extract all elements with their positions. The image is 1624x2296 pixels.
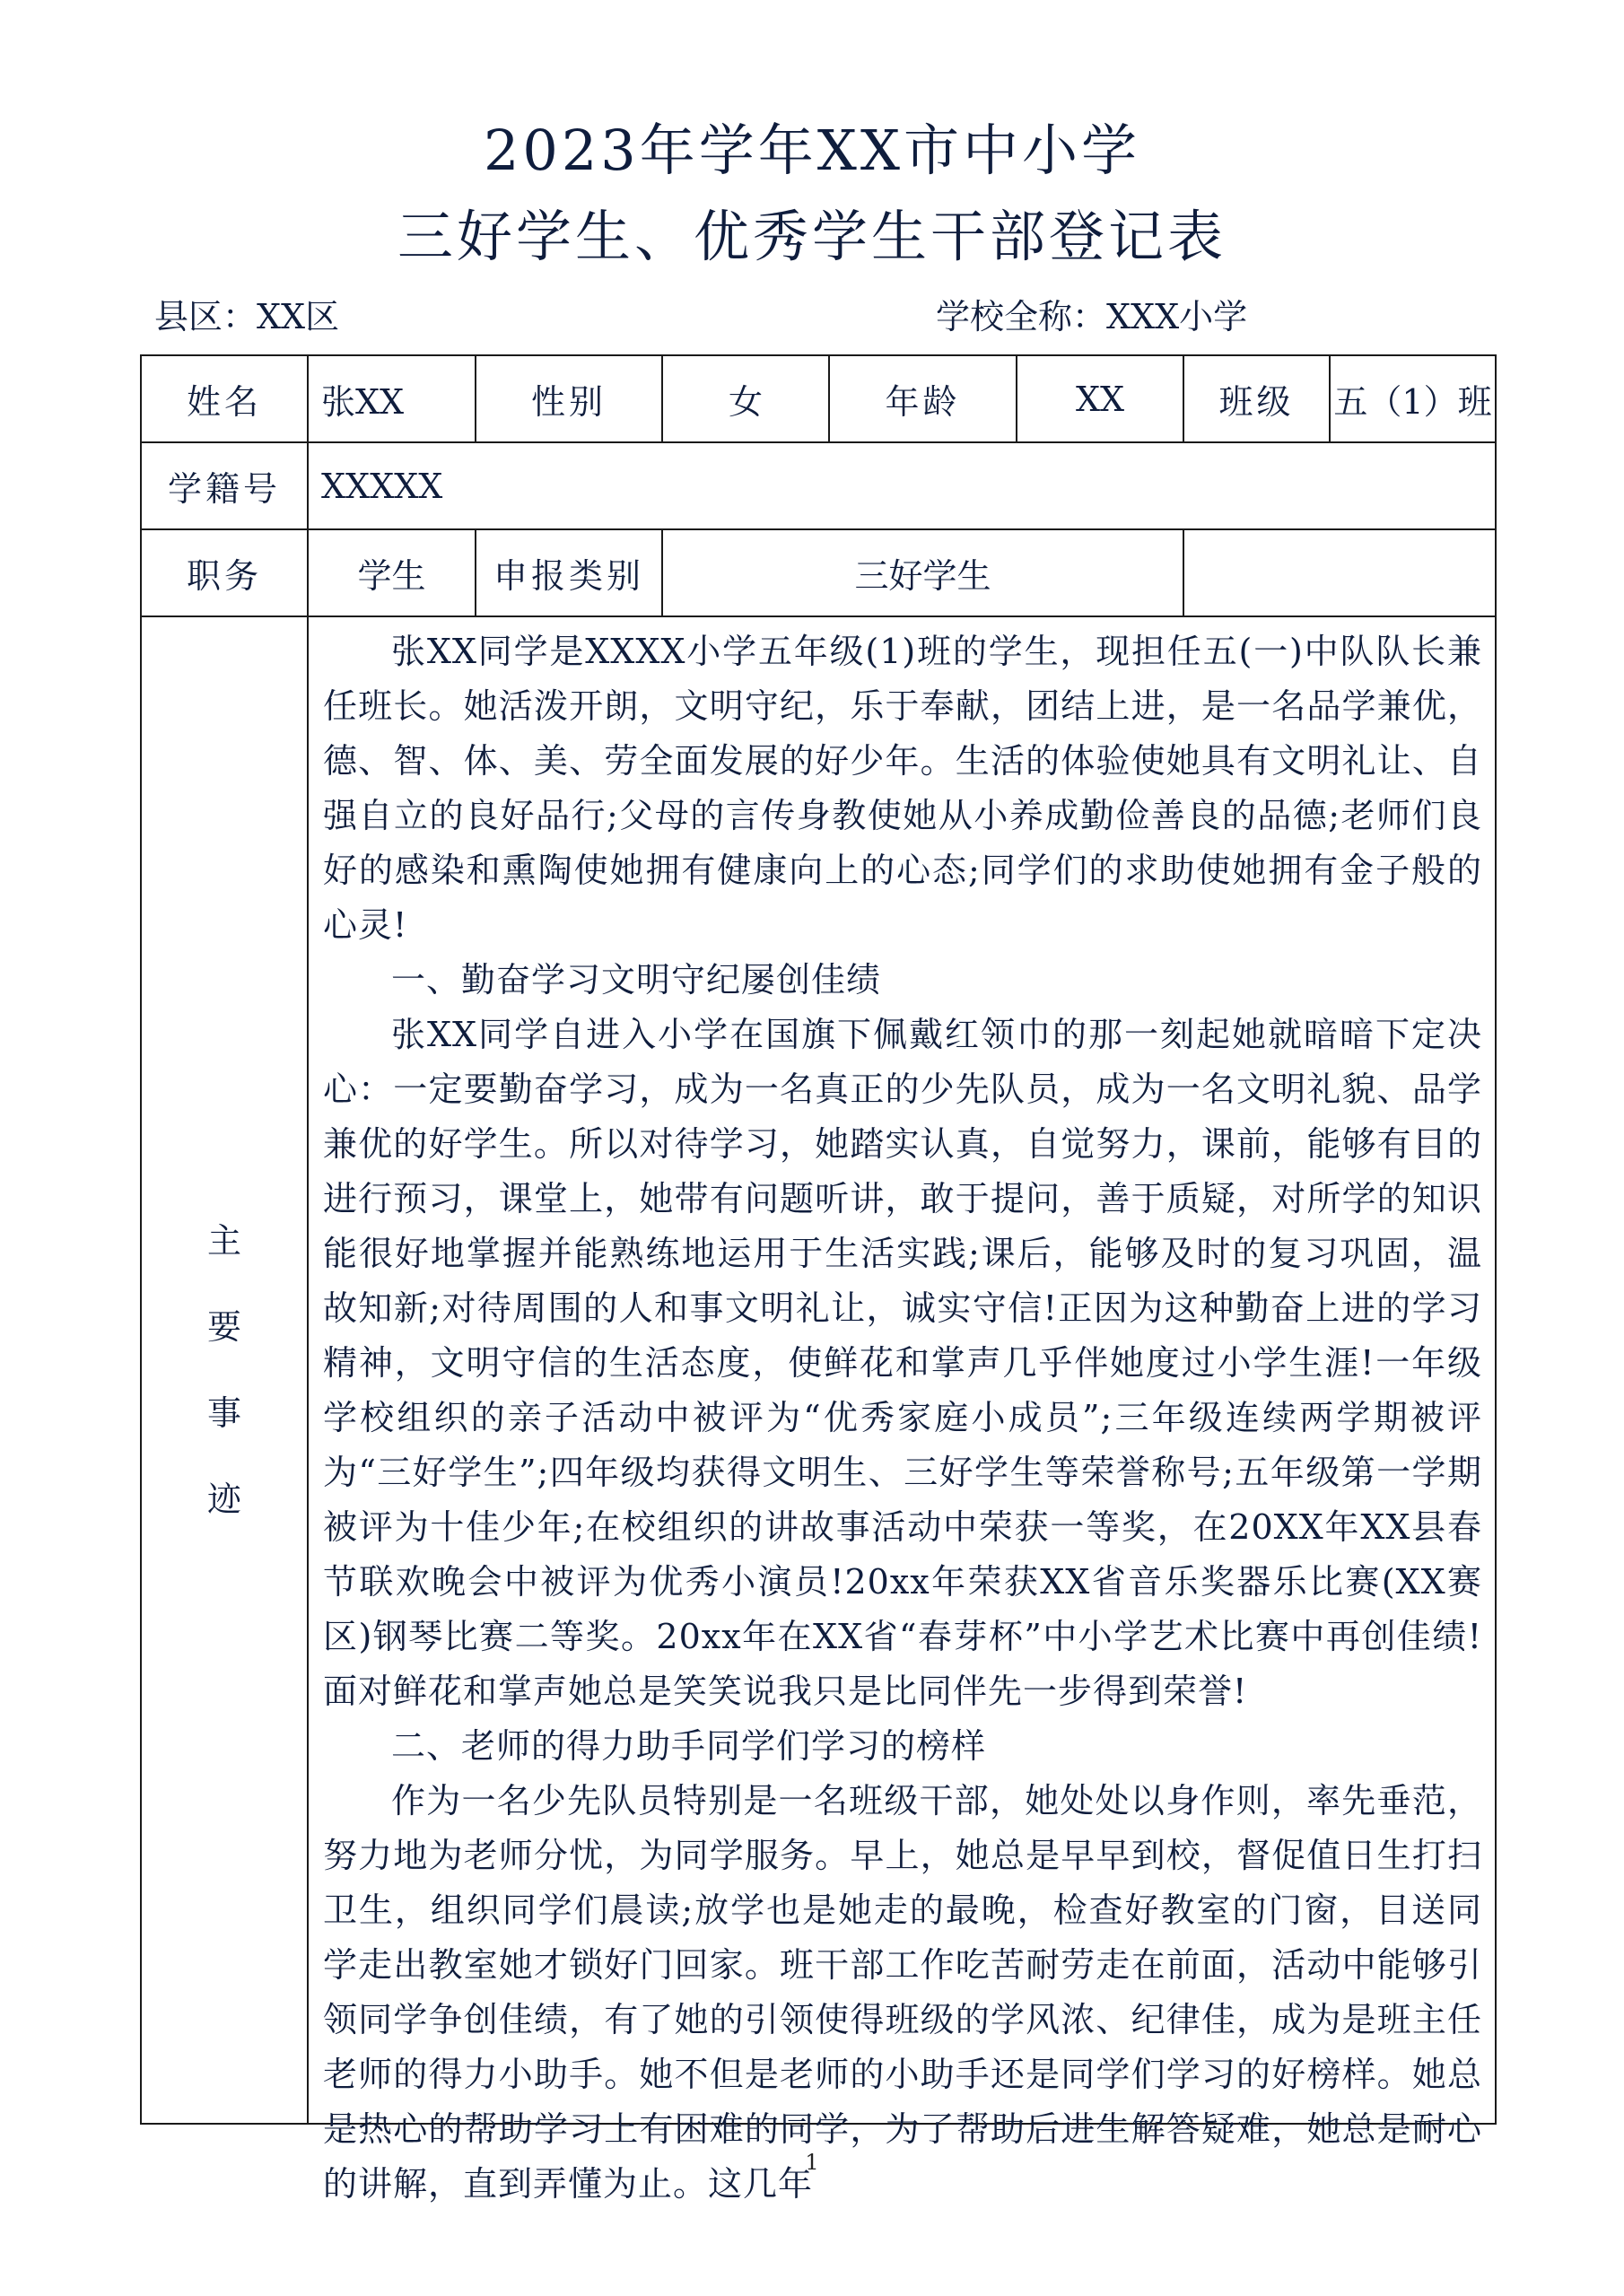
school-name-field: 学校全称：XXX小学 bbox=[936, 297, 1248, 336]
position-value: 学生 bbox=[308, 529, 476, 616]
main-deeds-content bbox=[308, 616, 1496, 2204]
student-id-value: XXXXX bbox=[308, 442, 1496, 529]
deeds-section-heading-2: 二、老师的得力助手同学们学习的榜样 bbox=[391, 1726, 987, 1766]
class-label: 班级 bbox=[1183, 355, 1330, 442]
deeds-paragraph-intro: 张XX同学是XXXX小学五年级(1)班的学生，现担任五(一)中队队长兼任班长。她活泼开朗，文明守纪，乐于奉献，团结上进，是一名品学兼优，德、智、体、美、劳全面发展的好少年。生活的体验使她具有文明礼让、自强自立的良好品行;父母的言传身教使她从小养成勤俭善良的品德;老师们良好的感染和熏陶使她拥有健康向上的心态;同学们的求助使她拥有金子般的心灵! bbox=[323, 632, 1482, 945]
registration-form-table bbox=[140, 354, 1497, 2204]
position-label: 职务 bbox=[141, 529, 308, 616]
county-field: 县区：XX区 bbox=[154, 297, 340, 336]
deeds-label-char: 事 bbox=[206, 1393, 241, 1433]
position-row bbox=[141, 529, 1496, 616]
title-line-1: 2023年学年XX市中小学 bbox=[483, 118, 1141, 183]
gender-label: 性别 bbox=[476, 355, 662, 442]
empty-cell bbox=[1183, 529, 1496, 616]
gender-value: 女 bbox=[662, 355, 829, 442]
deeds-label-char: 主 bbox=[206, 1221, 241, 1261]
deeds-section-heading-1: 一、勤奋学习文明守纪屡创佳绩 bbox=[391, 960, 882, 1000]
age-value: XX bbox=[1017, 355, 1183, 442]
name-label: 姓名 bbox=[141, 355, 308, 442]
student-id-row bbox=[141, 442, 1496, 529]
basic-info-row bbox=[141, 355, 1496, 442]
student-id-label: 学籍号 bbox=[141, 442, 308, 529]
page-number: 1 bbox=[805, 2150, 819, 2175]
category-label: 申报类别 bbox=[476, 529, 662, 616]
category-value: 三好学生 bbox=[662, 529, 1183, 616]
title-line-2: 三好学生、优秀学生干部登记表 bbox=[397, 204, 1227, 269]
deeds-paragraph-helper: 作为一名少先队员特别是一名班级干部，她处处以身作则，率先垂范，努力地为老师分忧，为同学服务。早上，她总是早早到校，督促值日生打扫卫生，组织同学们晨读;放学也是她走的最晚，检查好教室的门窗，目送同学走出教室她才锁好门回家。班干部工作吃苦耐劳走在前面，活动中能够引领同学争创佳绩，有了她的引领使得班级的学风浓、纪律佳，成为是班主任老师的得力小助手。她不但是老师的小助手还是同学们学习的好榜样。她总是热心的帮助学习上有困难的同学，为了帮助后进生解答疑难，她总是耐心的讲解，直到弄懂为止。这几年 bbox=[323, 1781, 1482, 2204]
name-value: 张XX bbox=[308, 355, 476, 442]
age-label: 年龄 bbox=[829, 355, 1017, 442]
main-deeds-row bbox=[141, 616, 1496, 2124]
deeds-label-char: 迹 bbox=[206, 1480, 241, 1519]
class-value: 五（1）班 bbox=[1330, 355, 1496, 442]
deeds-paragraph-study: 张XX同学自进入小学在国旗下佩戴红领巾的那一刻起她就暗暗下定决心：一定要勤奋学习，成为一名真正的少先队员，成为一名文明礼貌、品学兼优的好学生。所以对待学习，她踏实认真，自觉努力，课前，能够有目的进行预习，课堂上，她带有问题听讲，敢于提问，善于质疑，对所学的知识能很好地掌握并能熟练地运用于生活实践;课后，能够及时的复习巩固，温故知新;对待周围的人和事文明礼让，诚实守信!正因为这种勤奋上进的学习精神，文明守信的生活态度，使鲜花和掌声几乎伴她度过小学生涯!一年级学校组织的亲子活动中被评为“优秀家庭小成员”;三年级连续两学期被评为“三好学生”;四年级均获得文明生、三好学生等荣誉称号;五年级第一学期被评为十佳少年;在校组织的讲故事活动中荣获一等奖，在20XX年XX县春节联欢晚会中被评为优秀小演员!20xx年荣获XX省音乐奖器乐比赛(XX赛区)钢琴比赛二等奖。20xx年在XX省“春芽杯”中小学艺术比赛中再创佳绩!面对鲜花和掌声她总是笑笑说我只是比同伴先一步得到荣誉! bbox=[323, 1015, 1482, 1711]
main-deeds-label bbox=[141, 616, 308, 2124]
deeds-label-char: 要 bbox=[206, 1307, 241, 1347]
